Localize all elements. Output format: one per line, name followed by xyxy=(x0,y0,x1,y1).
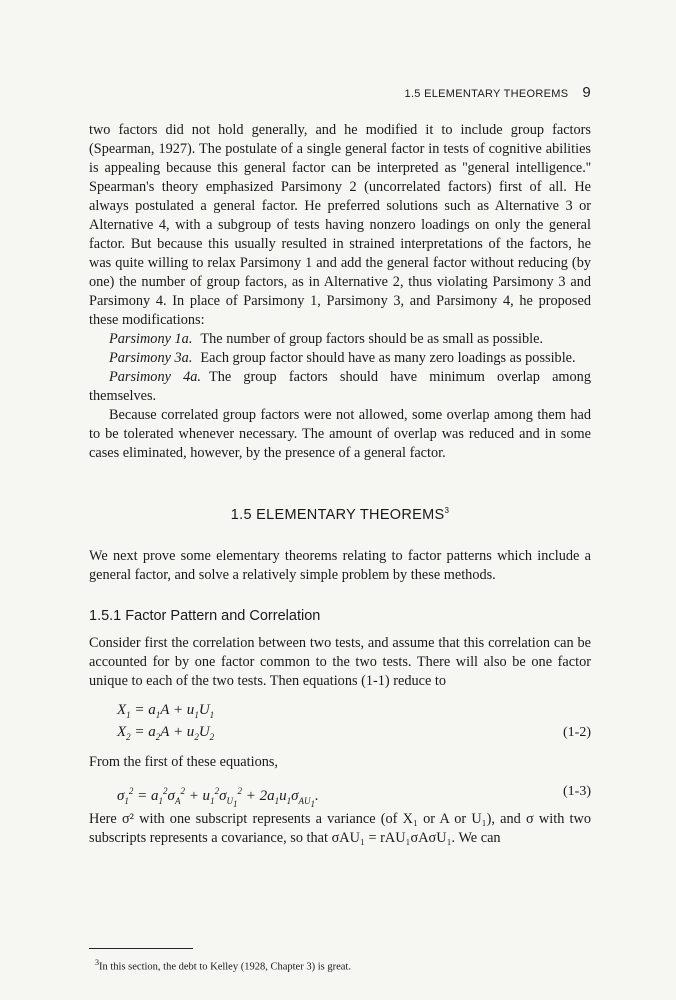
running-head-section: 1.5 ELEMENTARY THEOREMS xyxy=(404,88,569,100)
paragraph-3: We next prove some elementary theorems relating to factor patterns which include a general factor, and solve a relatively simple problem by these methods. xyxy=(89,547,591,583)
equation-1-3: $\sigma_1^2 = a_1^2\sigma_A^2 + u_1^2\sigma_{U_1}^2 + 2a_1u_1\sigma_{AU_1}$. (1-3) xyxy=(117,783,591,809)
paragraph-2: Because correlated group factors were not allowed, some overlap among them had to be tolerated whenever necessary. The amount of overlap was reduced and in some cases eliminated, however, by the presence of a general factor. xyxy=(89,407,591,461)
running-head xyxy=(89,84,591,101)
equation-1-2-line-1: $X_1 = a_1A + u_1U_1$ xyxy=(117,701,215,720)
section-footnote-marker: 3 xyxy=(444,506,450,515)
paragraph-5: From the first of these equations, xyxy=(89,753,279,770)
modification-1: Parsimony 1a. The number of group factors should be as small as possible. xyxy=(109,331,544,347)
body-text xyxy=(89,121,591,848)
equation-1-2-line-2: $X_2 = a_2A + u_2U_2$ (1-2) xyxy=(117,723,591,742)
subsection-heading: 1.5.1 Factor Pattern and Correlation xyxy=(89,607,321,624)
paragraph-6: Here σ² with one subscript represents a variance (of X₁ or A or U₁), and σ with two subscripts represents a covariance, so that σAU₁ = rAU₁σAσU₁. We can xyxy=(89,810,591,846)
modification-3: Parsimony 3a. Each group factor should have as many zero loadings as possible. xyxy=(109,350,576,366)
equation-number-1-3: (1-3) xyxy=(563,783,591,799)
paragraph-4: Consider first the correlation between two tests, and assume that this correlation can be accounted for by one factor common to the two tests. There will also be one factor unique to each of the two tests. Then equations (1-1) reduce to xyxy=(89,634,591,689)
page-number: 9 xyxy=(582,84,591,101)
footnote: $^3$In this section, the debt to Kelley (1928, Chapter 3) is great. xyxy=(95,958,351,973)
modification-4: Parsimony 4a. The group factors should have minimum overlap among themselves. xyxy=(89,369,591,404)
paragraph-1: two factors did not hold generally, and he modified it to include group factors (Spearman, 1927). The postulate of a single general factor in tests of cognitive abilities is appealing because this general factor can be interpreted as ''general intelligence.'' Spearman's theory emphasized Parsimony 2 (uncorrelated factors) first of all. He always postulated a general factor. He preferred solutions such as Alternative 3 or Alternative 4, with a subgroup of tests having nonzero loadings on only the general factor. But because this usually resulted in strained interpretations of the factors, he was quite willing to relax Parsimony 1 and add the general factor without reducing (by one) the number of group factors, as in Alternative 2, thus violating Parsimony 3 and Parsimony 4. In place of Parsimony 1, Parsimony 3, and Parsimony 4, he proposed these modifications: xyxy=(89,122,591,328)
page xyxy=(89,0,591,1000)
section-heading: 1.5 ELEMENTARY THEOREMS$^3$ xyxy=(230,506,450,523)
footnote-rule xyxy=(89,948,193,949)
equation-number-1-2: (1-2) xyxy=(563,724,591,740)
